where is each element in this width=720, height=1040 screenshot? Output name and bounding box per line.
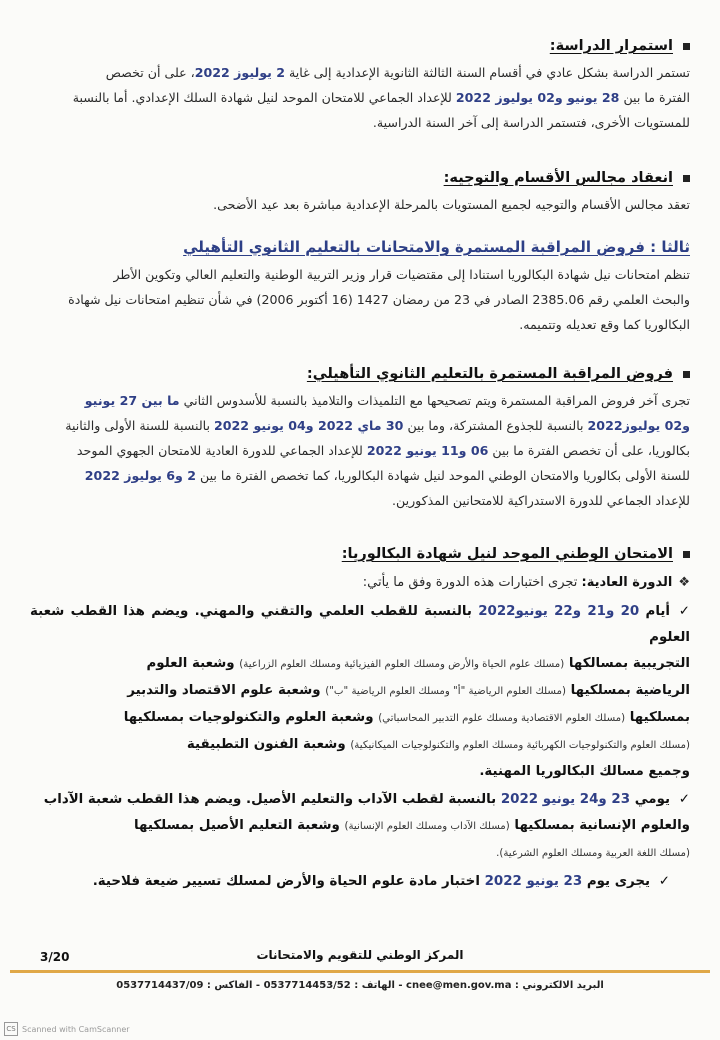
square-bullet-icon: [683, 43, 690, 50]
footer-contact: البريد الالكتروني : cnee@men.gov.ma - الهاتف : 0537714453/52 - الفاكس : 0537714437/09: [116, 980, 604, 991]
camscanner-logo-icon: CS: [4, 1022, 18, 1036]
section-heading: انعقاد مجالس الأقسام والتوجيه:: [30, 170, 690, 186]
paragraph: تجرى آخر فروض المراقبة المستمرة ويتم تصحيحها مع التلميذات والتلاميذ بالنسبة للأسدوس الثاني ما بين 27 يونيو و02 يوليوز2022 بالنسبة للجذوع المشتركة، وما بين 30 ماي 2022 و04 يونيو 2022 بالنسبة للسنة الأولى والثانية بكالوريا، على أن تخصص الفترة ما بين 06 و11 يونيو 2022 للإعداد الجماعي للدورة العادية للامتحان الجهوي الموحد للسنة الأولى بكالوريا والامتحان الوطني الموحد لنيل شهادة البكالوريا، كما تخصص الفترة ما بين 2 و6 يوليوز 2022 للإعداد الجماعي للدورة الاستدراكية للامتحانين المذكورين.: [65, 393, 690, 508]
section-study-continuation: [30, 38, 690, 135]
list-item: ✓يومي 23 و24 يونيو 2022 بالنسبة لقطب الآداب والتعليم الأصيل. ويضم هذا القطب شعبة الآداب والعلوم الإنسانية بمسلكيها (مسلك الآداب ومسلك العلوم الإنسانية) وشعبة التعليم الأصيل بمسلكيها (مسلك اللغة العربية ومسلك العلوم الشرعية).: [30, 787, 690, 867]
section-heading: الامتحان الوطني الموحد لنيل شهادة البكالوريا:: [30, 546, 690, 562]
section-baccalaureate-exam: [30, 546, 690, 895]
section-continuous-assessment: [30, 366, 690, 513]
paragraph: تستمر الدراسة بشكل عادي في أقسام السنة الثالثة الثانوية الإعدادية إلى غاية 2 يوليوز 2022، على أن تخصص الفترة ما بين 28 يونيو و02 يوليوز 2022 للإعداد الجماعي للامتحان الموحد لنيل شهادة السلك الإعدادي. أما بالنسبة للمستويات الأخرى، فتستمر الدراسة إلى آخر السنة الدراسية.: [72, 65, 690, 130]
checkmark-icon: ✓: [678, 792, 690, 807]
footer-organization: المركز الوطني للتقويم والامتحانات: [256, 948, 464, 962]
checkmark-icon: ✓: [678, 604, 690, 619]
page-number: 3/20: [40, 950, 70, 964]
list-item: ✓أيام 20 و21 و22 يونيو2022 بالنسبة للقطب العلمي والتقني والمهني. ويضم هذا القطب شعبة العلوم التجريبية بمسالكها (مسلك علوم الحياة والأرض ومسلك العلوم الفيزيائية ومسلك العلوم الزراعية) وشعبة العلوم الرياضية بمسلكيها (مسلك العلوم الرياضية "أ" ومسلك العلوم الرياضية "ب") وشعبة علوم الاقتصاد والتدبير بمسلكيها (مسلك العلوم الاقتصادية ومسلك علوم التدبير المحاسباتي) وشعبة العلوم والتكنولوجيات بمسلكيها (مسلك العلوم والتكنولوجيات الكهربائية ومسلك العلوم والتكنولوجيات الميكانيكية) وشعبة الفنون التطبيقية وجميع مسالك البكالوريا المهنية.: [30, 599, 690, 785]
square-bullet-icon: [683, 371, 690, 378]
square-bullet-icon: [683, 551, 690, 558]
section-class-councils: [30, 170, 690, 217]
paragraph: تعقد مجالس الأقسام والتوجيه لجميع المستويات بالمرحلة الإعدادية مباشرة بعد عيد الأضحى.: [213, 197, 690, 212]
session-line: ❖الدورة العادية: تجرى اختبارات هذه الدورة وفق ما يأتي:: [362, 575, 690, 590]
square-bullet-icon: [683, 175, 690, 182]
list-item: ✓يجرى يوم 23 يونيو 2022 اختبار مادة علوم الحياة والأرض لمسلك تسيير ضيعة فلاحية.: [30, 869, 690, 895]
section-heading: فروض المراقبة المستمرة بالتعليم الثانوي التأهيلي:: [30, 366, 690, 382]
checkmark-icon: ✓: [658, 874, 670, 889]
scanner-watermark: CS Scanned with CamScanner: [4, 1022, 130, 1036]
paragraph: تنظم امتحانات نيل شهادة البكالوريا استنادا إلى مقتضيات قرار وزير التربية الوطنية والتعليم العالي وتكوين الأطر والبحث العلمي رقم 2385.06 الصادر في 23 من رمضان 1427 (16 أكتوبر 2006) في شأن تنظيم امتحانات نيل شهادة البكالوريا كما وقع تعديله وتتميمه.: [68, 267, 690, 332]
section-title: ثالثا : فروض المراقبة المستمرة والامتحانات بالتعليم الثانوي التأهيلي: [183, 238, 690, 256]
section-three: [30, 238, 690, 337]
diamond-bullet-icon: ❖: [678, 575, 690, 590]
section-heading: استمرار الدراسة:: [30, 38, 690, 54]
footer-divider: [10, 970, 710, 973]
